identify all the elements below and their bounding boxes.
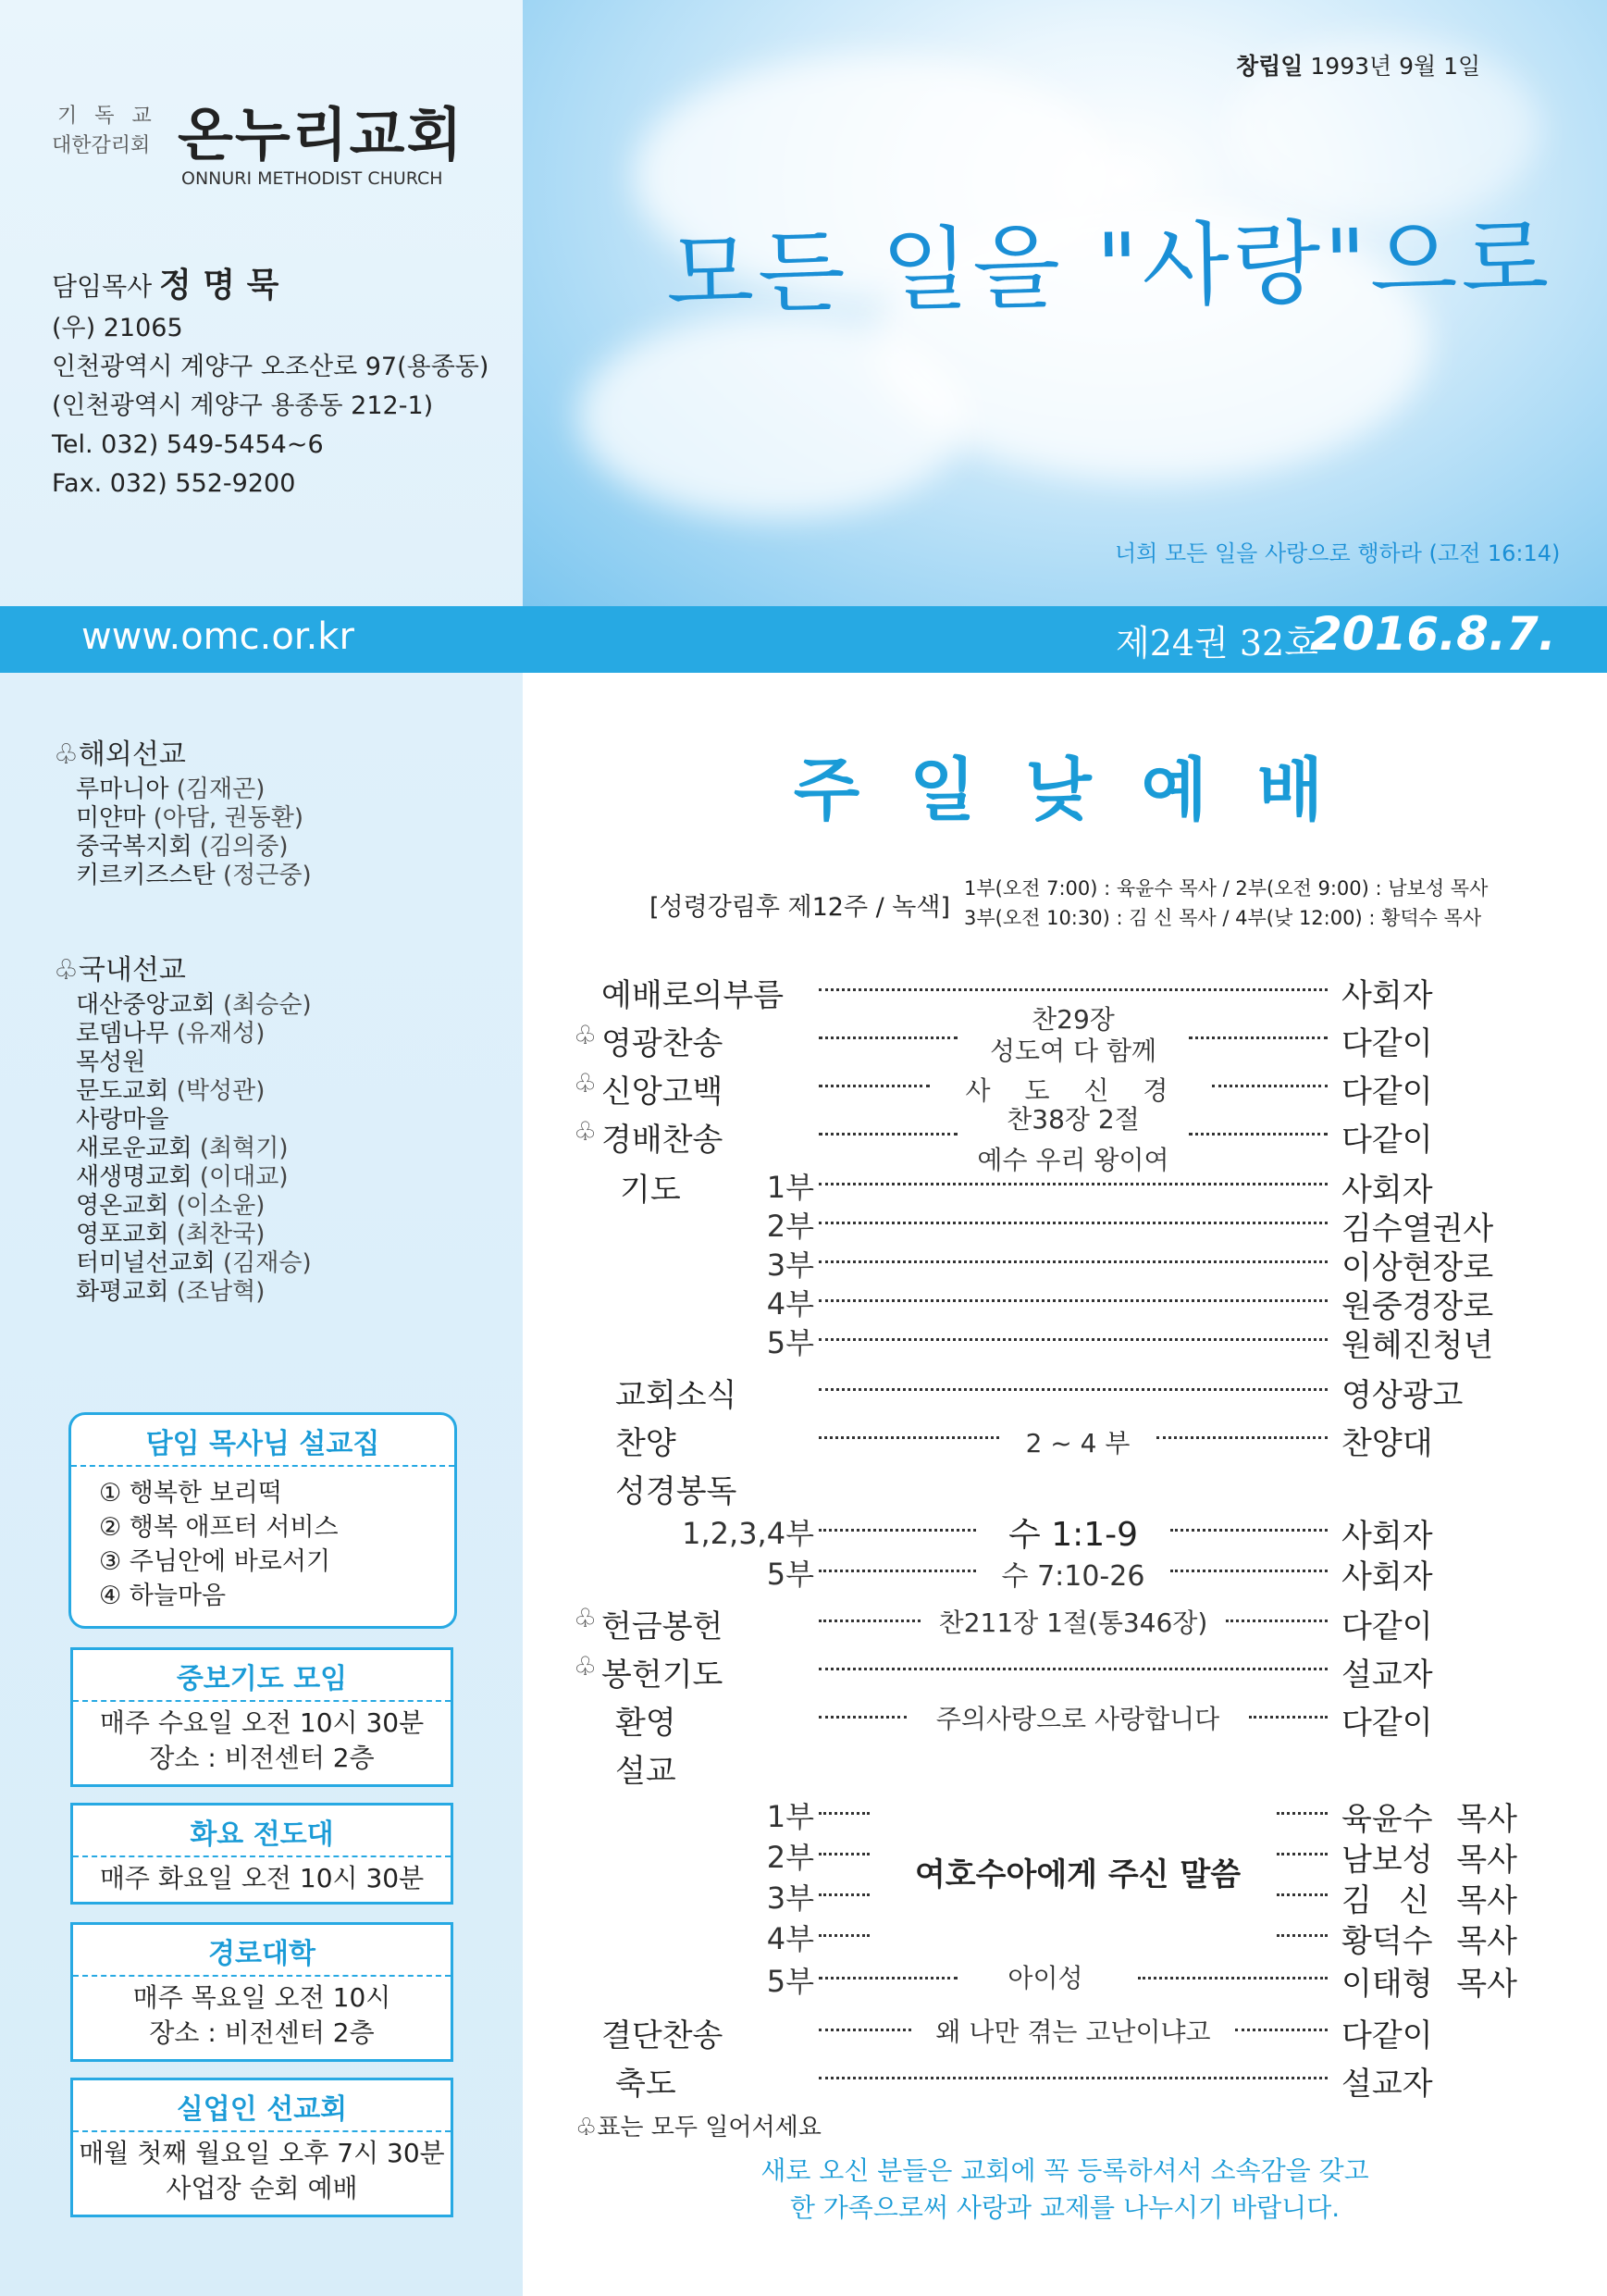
sermon-row bbox=[574, 1916, 1527, 1960]
mission-item bbox=[76, 1192, 312, 1221]
mission-name: 미얀마 bbox=[76, 804, 146, 832]
hymn-title: 찬211장 1절(통346장) bbox=[938, 1607, 1208, 1638]
item-label: 찬양 bbox=[615, 1425, 676, 1462]
mission-item bbox=[76, 776, 312, 804]
prayer-row bbox=[574, 1242, 1527, 1286]
pastor-name: 정 명 묵 bbox=[159, 267, 279, 304]
stand-note-text: 표는 모두 일어서세요 bbox=[597, 2114, 822, 2141]
order-item bbox=[574, 1418, 1527, 1462]
church-name: 온누리교회 bbox=[178, 101, 464, 168]
item-label: 영광찬송 bbox=[601, 1025, 723, 1062]
prayer-row bbox=[574, 1281, 1527, 1325]
sermon-books-title: 담임 목사님 설교집 bbox=[71, 1415, 454, 1467]
mission-name: 루마니아 bbox=[76, 776, 169, 803]
welcome-message bbox=[523, 2153, 1607, 2227]
item-label: 설교 bbox=[615, 1753, 676, 1790]
item-responsible: 사회자 bbox=[1341, 977, 1433, 1014]
mission-person: (아담, 권동환) bbox=[153, 804, 304, 832]
preacher-name: 육윤수 목사 bbox=[1341, 1801, 1517, 1838]
order-item bbox=[574, 1649, 1527, 1694]
prayer-row bbox=[574, 1164, 1527, 1209]
prayer-person: 원중경장로 bbox=[1341, 1288, 1494, 1325]
item-responsible: 다같이 bbox=[1341, 1025, 1433, 1062]
preacher-name: 황덕수 목사 bbox=[1341, 1923, 1517, 1960]
prayer-row bbox=[574, 1320, 1527, 1364]
mission-person: (김재곤) bbox=[176, 776, 266, 803]
pastor-label: 담임목사 bbox=[52, 271, 153, 302]
founded-label: 창립일 bbox=[1236, 53, 1304, 80]
mission-name: 사랑마을 bbox=[76, 1106, 169, 1134]
welcome-line: 새로 오신 분들은 교회에 꼭 등록하셔서 소속감을 갖고 bbox=[760, 2155, 1369, 2186]
hymn-title: 성도여 다 함께 bbox=[989, 1036, 1157, 1066]
stand-note bbox=[575, 2108, 822, 2142]
sermon-book-item: ③ 주님안에 바로서기 bbox=[99, 1547, 331, 1576]
order-item bbox=[574, 2010, 1527, 2054]
stand-icon: ♧ bbox=[574, 1020, 598, 1050]
leader-dots bbox=[1138, 1977, 1328, 1980]
mission-item bbox=[76, 1249, 312, 1278]
denomination-line2: 대한감리회 bbox=[52, 134, 151, 157]
hymn-title: 왜 나만 겪는 고난이냐고 bbox=[935, 2017, 1211, 2047]
church-name-en: ONNURI METHODIST CHURCH bbox=[181, 168, 443, 189]
item-responsible: 사회자 bbox=[1341, 1518, 1433, 1555]
service-sub: 3부 bbox=[766, 1880, 814, 1916]
mission-person: (최승순) bbox=[222, 991, 312, 1019]
leader-dots bbox=[819, 1222, 1328, 1224]
service-sub: 1부 bbox=[766, 1170, 814, 1205]
mission-item bbox=[76, 1163, 312, 1192]
leader-dots bbox=[1277, 1934, 1328, 1937]
service-sub: 5부 bbox=[766, 1964, 814, 1999]
item-label: 축도 bbox=[615, 2066, 676, 2103]
item-responsible: 설교자 bbox=[1341, 2066, 1433, 2103]
mission-person: (최혁기) bbox=[199, 1135, 289, 1162]
order-item bbox=[574, 1601, 1527, 1645]
prayer-person: 원혜진청년 bbox=[1341, 1327, 1494, 1364]
mission-name: 영온교회 bbox=[76, 1192, 169, 1220]
stand-icon: ♧ bbox=[574, 1116, 598, 1147]
tel: Tel. 032) 549-5454~6 bbox=[52, 430, 324, 459]
website-link[interactable]: www.omc.or.kr bbox=[81, 615, 354, 658]
mission-person: (김의중) bbox=[199, 833, 289, 861]
prayer-person: 이상현장로 bbox=[1341, 1249, 1494, 1286]
item-label: 환영 bbox=[615, 1705, 676, 1742]
mission-name: 새로운교회 bbox=[76, 1135, 192, 1162]
choir-services: 2 ~ 4 부 bbox=[1025, 1428, 1131, 1458]
item-responsible: 다같이 bbox=[1341, 2017, 1433, 2054]
leader-dots bbox=[819, 1183, 1328, 1185]
meeting-box bbox=[70, 1647, 453, 1787]
address-line1: 인천광역시 계양구 오조산로 97(용종동) bbox=[52, 353, 489, 381]
church-contact bbox=[52, 309, 488, 503]
service-sub: 5부 bbox=[766, 1325, 814, 1360]
prayer-person: 사회자 bbox=[1341, 1172, 1433, 1209]
leader-dots bbox=[1277, 1893, 1328, 1896]
meeting-title: 경로대학 bbox=[73, 1925, 451, 1977]
order-item bbox=[574, 1018, 1527, 1066]
liturgical-season: [성령강림후 제12주 / 녹색] bbox=[649, 893, 951, 922]
meeting-title: 중보기도 모임 bbox=[73, 1650, 451, 1702]
mission-person: (정근중) bbox=[222, 862, 312, 889]
address-line2: (인천광역시 계양구 용종동 212-1) bbox=[52, 391, 434, 420]
preacher-name: 남보성 목사 bbox=[1341, 1842, 1517, 1879]
welcome-song: 주의사랑으로 사랑합니다 bbox=[935, 1704, 1220, 1734]
order-item bbox=[574, 1066, 1527, 1111]
item-responsible: 사회자 bbox=[1341, 1558, 1433, 1595]
prayer-person: 김수열권사 bbox=[1341, 1210, 1494, 1247]
order-item bbox=[574, 1466, 1527, 1510]
mission-item bbox=[76, 1020, 312, 1049]
preacher-name: 김 신 목사 bbox=[1341, 1882, 1517, 1919]
mission-name: 키르키즈스탄 bbox=[76, 862, 216, 889]
leader-dots bbox=[819, 1812, 870, 1815]
meeting-line: 매주 화요일 오전 10시 30분 bbox=[99, 1863, 425, 1893]
item-label: 경배찬송 bbox=[601, 1122, 723, 1159]
meeting-line: 장소 : 비전센터 2층 bbox=[149, 2017, 375, 2048]
mission-name: 문도교회 bbox=[76, 1077, 169, 1105]
meeting-title: 실업인 선교회 bbox=[73, 2080, 451, 2132]
item-label: 헌금봉헌 bbox=[601, 1608, 723, 1645]
domestic-title: 국내선교 bbox=[78, 954, 186, 987]
worship-title: 주 일 낮 예 배 bbox=[793, 751, 1337, 830]
service-sub: 4부 bbox=[766, 1286, 814, 1322]
founded-value: 1993년 9월 1일 bbox=[1310, 53, 1481, 80]
service-times bbox=[964, 874, 1488, 933]
order-item bbox=[574, 1510, 1527, 1555]
item-label: 예배로의부름 bbox=[601, 977, 785, 1014]
mission-person: (이소윤) bbox=[176, 1192, 266, 1220]
item-responsible: 다같이 bbox=[1341, 1608, 1433, 1645]
sermon-book-item: ④ 하늘마음 bbox=[99, 1582, 227, 1610]
leader-dots bbox=[819, 1299, 1328, 1302]
item-responsible: 다같이 bbox=[1341, 1074, 1433, 1111]
mission-name: 중국복지회 bbox=[76, 833, 192, 861]
leader-dots bbox=[819, 1338, 1328, 1341]
mission-item bbox=[76, 991, 312, 1020]
mission-item bbox=[76, 1278, 312, 1307]
item-label: 교회소식 bbox=[615, 1377, 737, 1414]
mission-item bbox=[76, 1106, 312, 1135]
mission-person: (유재성) bbox=[176, 1020, 266, 1048]
sermon-book-item: ② 행복 애프터 서비스 bbox=[99, 1513, 339, 1542]
sermon-row bbox=[574, 1793, 1527, 1838]
service-times-line: 1부(오전 7:00) : 육윤수 목사 / 2부(오전 9:00) : 남보성 목사 bbox=[964, 877, 1489, 900]
mission-item bbox=[76, 833, 312, 862]
founded-date bbox=[1236, 48, 1480, 81]
fax: Fax. 032) 552-9200 bbox=[52, 469, 296, 498]
order-item bbox=[574, 1697, 1527, 1742]
scripture: 수 1:1-9 bbox=[1007, 1516, 1139, 1554]
service-sub: 1부 bbox=[766, 1799, 814, 1834]
leader-dots bbox=[819, 1893, 870, 1896]
mission-item bbox=[76, 1221, 312, 1249]
sermon-books-box bbox=[68, 1412, 457, 1629]
service-sub: 2부 bbox=[766, 1840, 814, 1875]
mission-item bbox=[76, 862, 312, 890]
mission-name: 목성원 bbox=[76, 1049, 146, 1076]
cross-icon: ♧ bbox=[54, 954, 79, 987]
mission-name: 터미널선교회 bbox=[76, 1249, 216, 1277]
order-item bbox=[574, 1370, 1527, 1414]
meeting-title: 화요 전도대 bbox=[73, 1806, 451, 1857]
mission-person: (이대교) bbox=[199, 1163, 289, 1191]
hymn-title: 예수 우리 왕이여 bbox=[977, 1145, 1169, 1175]
stand-icon: ♧ bbox=[574, 1603, 598, 1633]
item-label: 결단찬송 bbox=[601, 2017, 723, 2054]
verse: 너희 모든 일을 사랑으로 행하라 (고전 16:14) bbox=[1115, 540, 1561, 566]
stand-icon: ♧ bbox=[575, 2114, 598, 2141]
item-label: 기도 bbox=[620, 1172, 681, 1209]
sermon-title: 여호수아에게 주신 말씀 bbox=[914, 1856, 1242, 1893]
sermon-title-5: 아이성 bbox=[1007, 1963, 1083, 1993]
prayer-row bbox=[574, 1203, 1527, 1247]
order-item bbox=[574, 1551, 1527, 1595]
service-sub: 5부 bbox=[766, 1557, 814, 1592]
mission-person: (김재승) bbox=[222, 1249, 312, 1277]
mission-name: 영포교회 bbox=[76, 1221, 169, 1248]
mission-item bbox=[76, 1135, 312, 1163]
scripture: 수 7:10-26 bbox=[1001, 1560, 1145, 1593]
issue-date: 2016.8.7. bbox=[1310, 607, 1556, 661]
mission-name: 로뎀나무 bbox=[76, 1020, 169, 1048]
meeting-box bbox=[70, 1922, 453, 2062]
service-sub: 3부 bbox=[766, 1247, 814, 1283]
mission-item bbox=[76, 1049, 312, 1077]
mission-person: (조남혁) bbox=[176, 1278, 266, 1306]
issue-number: 제24권 32호 bbox=[1116, 623, 1318, 664]
mission-person: (박성관) bbox=[176, 1077, 266, 1105]
item-responsible: 다같이 bbox=[1341, 1122, 1433, 1159]
preacher-name: 이태형 목사 bbox=[1341, 1966, 1517, 2003]
headline: 모든 일을 "사랑"으로 bbox=[665, 206, 1553, 329]
item-label: 성경봉독 bbox=[615, 1473, 737, 1510]
leader-dots bbox=[819, 1853, 870, 1855]
item-label: 신앙고백 bbox=[601, 1074, 723, 1111]
leader-dots bbox=[819, 1977, 958, 1980]
meeting-line: 매월 첫째 월요일 오후 7시 30분 bbox=[79, 2138, 445, 2168]
mission-name: 대산중앙교회 bbox=[76, 991, 216, 1019]
item-responsible: 영상광고 bbox=[1341, 1377, 1464, 1414]
leader-dots bbox=[1277, 1812, 1328, 1815]
service-sub: 4부 bbox=[766, 1921, 814, 1956]
leader-dots bbox=[1277, 1853, 1328, 1855]
mission-name: 화평교회 bbox=[76, 1278, 169, 1306]
meeting-box bbox=[70, 2078, 453, 2217]
mission-item bbox=[76, 804, 312, 833]
item-responsible: 다같이 bbox=[1341, 1705, 1433, 1742]
meeting-line: 매주 목요일 오전 10시 bbox=[132, 1982, 391, 2013]
sermon-book-item: ① 행복한 보리떡 bbox=[99, 1479, 282, 1508]
mission-item bbox=[76, 1077, 312, 1106]
meeting-line: 사업장 순회 예배 bbox=[166, 2173, 358, 2203]
overseas-title: 해외선교 bbox=[78, 738, 186, 771]
meeting-line: 매주 수요일 오전 10시 30분 bbox=[99, 1707, 425, 1738]
service-sub: 2부 bbox=[766, 1209, 814, 1244]
cross-icon: ♧ bbox=[54, 738, 79, 771]
mission-person: (최찬국) bbox=[176, 1221, 266, 1248]
stand-icon: ♧ bbox=[574, 1651, 598, 1682]
hymn-number: 찬38장 2절 bbox=[1007, 1104, 1140, 1135]
domestic-missions bbox=[54, 947, 312, 1307]
order-item bbox=[574, 2058, 1527, 2103]
sermon-row bbox=[574, 1958, 1527, 2003]
meeting-box bbox=[70, 1803, 453, 1905]
order-item bbox=[574, 1114, 1527, 1175]
overseas-missions bbox=[54, 731, 312, 890]
leader-dots bbox=[819, 1934, 870, 1937]
item-responsible: 찬양대 bbox=[1341, 1425, 1433, 1462]
meeting-line: 장소 : 비전센터 2층 bbox=[149, 1743, 375, 1773]
service-sub: 1,2,3,4부 bbox=[682, 1516, 814, 1551]
postal-code: (우) 21065 bbox=[52, 314, 183, 342]
hymn-number: 찬29장 bbox=[1032, 1004, 1115, 1035]
welcome-line: 한 가족으로써 사랑과 교제를 나누시기 바랍니다. bbox=[789, 2192, 1341, 2223]
order-item bbox=[574, 1745, 1527, 1790]
creed-text: 사 도 신 경 bbox=[965, 1075, 1181, 1106]
item-label: 봉헌기도 bbox=[601, 1657, 723, 1694]
mission-name: 새생명교회 bbox=[76, 1163, 192, 1191]
item-responsible: 설교자 bbox=[1341, 1657, 1433, 1694]
service-times-line: 3부(오전 10:30) : 김 신 목사 / 4부(낮 12:00) : 황덕수 목사 bbox=[964, 907, 1482, 929]
denomination-line1: 기 독 교 bbox=[57, 105, 157, 128]
stand-icon: ♧ bbox=[574, 1068, 598, 1098]
leader-dots bbox=[819, 1260, 1328, 1263]
